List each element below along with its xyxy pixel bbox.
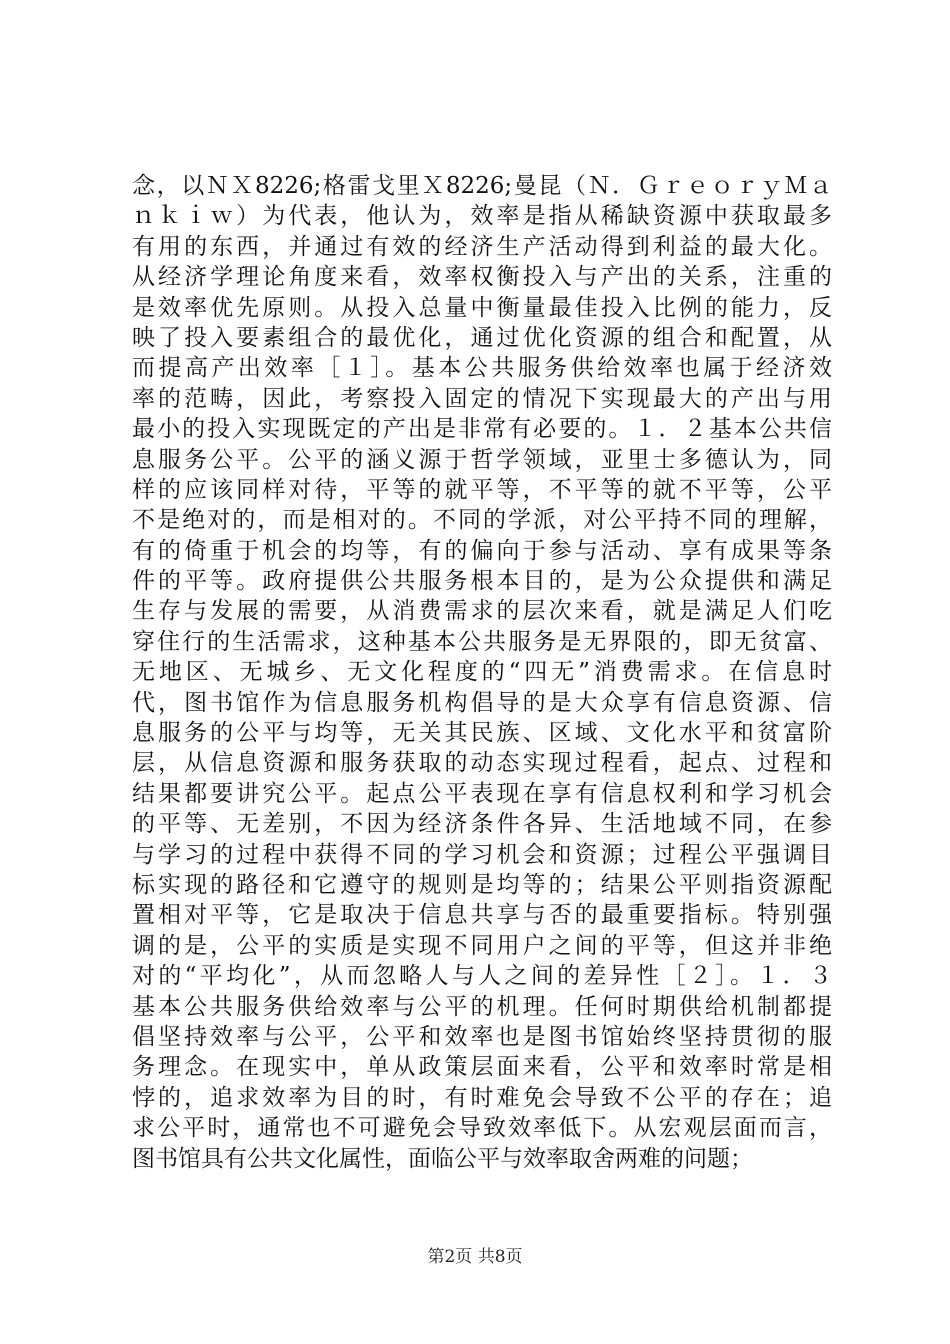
text-line: 层，从信息资源和服务获取的动态实现过程看，起点、过程和 — [132, 750, 832, 777]
text-line: 穿住行的生活需求，这种基本公共服务是无界限的，即无贫富、 — [132, 628, 832, 655]
text-line: 基本公共服务供给效率与公平的机理。任何时期供给机制都提 — [132, 993, 832, 1020]
text-line: 结果都要讲究公平。起点公平表现在享有信息权利和学习机会 — [132, 780, 832, 807]
text-line: 样的应该同样对待，平等的就平等，不平等的就不平等，公平 — [132, 476, 832, 503]
text-line: 最小的投入实现既定的产出是非常有必要的。１．２基本公共信 — [132, 416, 832, 443]
text-line: 无地区、无城乡、无文化程度的“四无”消费需求。在信息时 — [132, 659, 832, 686]
text-line: 是效率优先原则。从投入总量中衡量最佳投入比例的能力，反 — [132, 294, 832, 321]
text-line: 求公平时，通常也不可避免会导致效率低下。从宏观层面而言， — [132, 1115, 832, 1142]
text-line: 倡坚持效率与公平，公平和效率也是图书馆始终坚持贯彻的服 — [132, 1023, 832, 1050]
text-line: 图书馆具有公共文化属性，面临公平与效率取舍两难的问题； — [132, 1145, 753, 1172]
text-line: 件的平等。政府提供公共服务根本目的，是为公众提供和满足 — [132, 568, 832, 595]
text-line: 从经济学理论角度来看，效率权衡投入与产出的关系，注重的 — [132, 264, 832, 291]
text-line: ｎｋｉｗ）为代表，他认为，效率是指从稀缺资源中获取最多 — [132, 203, 832, 230]
text-line: 的平等、无差别，不因为经济条件各异、生活地域不同，在参 — [132, 811, 832, 838]
text-line: 有用的东西，并通过有效的经济生产活动得到利益的最大化。 — [132, 233, 832, 260]
text-line: 息服务的公平与均等，无关其民族、区域、文化水平和贫富阶 — [132, 720, 832, 747]
text-line: 映了投入要素组合的最优化，通过优化资源的组合和配置，从 — [132, 324, 832, 351]
text-line: 息服务公平。公平的涵义源于哲学领域，亚里士多德认为，同 — [132, 446, 832, 473]
page-footer: 第2页 共8页 — [427, 1247, 523, 1267]
text-line: 而提高产出效率［１］。基本公共服务供给效率也属于经济效 — [132, 355, 832, 382]
text-line: 有的倚重于机会的均等，有的偏向于参与活动、享有成果等条 — [132, 537, 832, 564]
text-line: 生存与发展的需要，从消费需求的层次来看，就是满足人们吃 — [132, 598, 832, 625]
text-line: 调的是，公平的实质是实现不同用户之间的平等，但这并非绝 — [132, 932, 832, 959]
text-line: 念，以ＮＸ8226;格雷戈里Ｘ8226;曼昆（Ｎ．ＧｒｅｏｒｙＭａ — [132, 173, 832, 199]
text-line: 悖的，追求效率为目的时，有时难免会导致不公平的存在；追 — [132, 1084, 832, 1111]
text-line: 标实现的路径和它遵守的规则是均等的；结果公平则指资源配 — [132, 871, 832, 898]
text-line: 率的范畴，因此，考察投入固定的情况下实现最大的产出与用 — [132, 385, 832, 412]
text-line: 代，图书馆作为信息服务机构倡导的是大众享有信息资源、信 — [132, 689, 832, 716]
body-text — [132, 171, 832, 1174]
text-line: 置相对平等，它是取决于信息共享与否的最重要指标。特别强 — [132, 902, 832, 929]
text-line: 对的“平均化”，从而忽略人与人之间的差异性［２］。１．３ — [132, 963, 832, 990]
text-line: 与学习的过程中获得不同的学习机会和资源；过程公平强调目 — [132, 841, 832, 868]
text-line: 务理念。在现实中，单从政策层面来看，公平和效率时常是相 — [132, 1054, 832, 1081]
text-line: 不是绝对的，而是相对的。不同的学派，对公平持不同的理解， — [132, 507, 832, 534]
